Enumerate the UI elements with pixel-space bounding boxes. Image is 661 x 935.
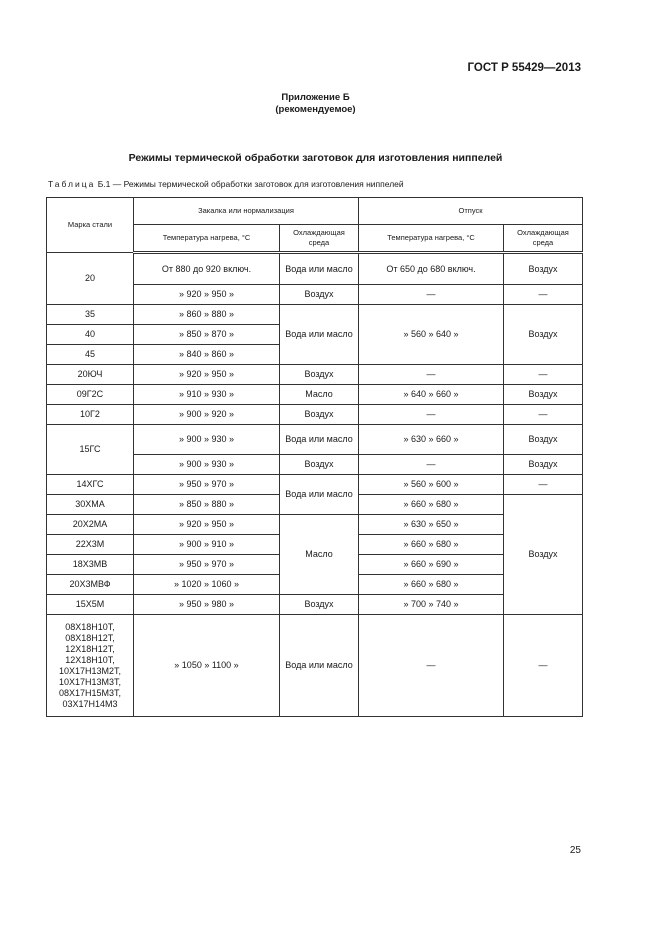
appendix-subtitle: (рекомендуемое): [275, 104, 356, 115]
temper-temp-cell: » 560 » 600 »: [359, 475, 504, 495]
quench-temp-cell: » 850 » 870 »: [134, 325, 280, 345]
temper-medium-cell: Воздух: [504, 425, 583, 455]
table-row: [47, 385, 583, 405]
temper-medium-cell: —: [504, 475, 583, 495]
quench-medium-cell: Вода или масло: [280, 615, 359, 717]
quench-medium-cell: Масло: [280, 385, 359, 405]
quench-medium-cell: Вода или масло: [280, 425, 359, 455]
steel-grade-cell: 45: [47, 345, 134, 365]
table-row: [47, 405, 583, 425]
steel-grade-line: 03Х17Н14М3: [62, 698, 118, 709]
table-row: [47, 253, 583, 285]
temper-medium-cell: —: [504, 405, 583, 425]
temper-temp-cell: —: [359, 455, 504, 475]
quench-temp-cell: » 920 » 950 »: [134, 515, 280, 535]
section-title: Режимы термической обработки заготовок для изготовления ниппелей: [128, 152, 503, 164]
temper-temp-cell: —: [359, 615, 504, 717]
steel-grade-cell: 40: [47, 325, 134, 345]
steel-grade-cell: 22Х3М: [47, 535, 134, 555]
quench-medium-cell: Вода или масло: [280, 305, 359, 365]
table-caption-text: Режимы термической обработки заготовок для изготовления ниппелей: [123, 179, 404, 189]
steel-grade-cell: 18Х3МВ: [47, 555, 134, 575]
quench-medium-cell: Вода или масло: [280, 253, 359, 285]
steel-grade-line: 08Х18Н10Т,: [65, 621, 115, 632]
quench-medium-cell: Воздух: [280, 455, 359, 475]
appendix-heading: [0, 92, 631, 116]
temper-medium-cell: Воздух: [504, 495, 583, 615]
temper-medium-cell: —: [504, 285, 583, 305]
quench-temp-cell: » 920 » 950 »: [134, 365, 280, 385]
header-quench-group: Закалка или нормализация: [134, 198, 359, 225]
temper-temp-cell: » 660 » 680 »: [359, 535, 504, 555]
temper-temp-cell: » 630 » 660 »: [359, 425, 504, 455]
steel-grade-line: 08Х18Н12Т,: [65, 632, 115, 643]
steel-grade-cell: 20: [47, 253, 134, 305]
quench-medium-cell: Воздух: [280, 365, 359, 385]
quench-temp-cell: От 880 до 920 включ.: [134, 253, 280, 285]
quench-temp-cell: » 840 » 860 »: [134, 345, 280, 365]
temper-medium-cell: Воздух: [504, 253, 583, 285]
steel-grade-cell: 14ХГС: [47, 475, 134, 495]
quench-medium-cell: Масло: [280, 515, 359, 595]
steel-grade-cell: 20ЮЧ: [47, 365, 134, 385]
steel-grade-cell: 10Г2: [47, 405, 134, 425]
steel-grade-line: 10Х17Н13М2Т,: [58, 665, 122, 676]
temper-medium-cell: —: [504, 365, 583, 385]
steel-grade-cell: 09Г2С: [47, 385, 134, 405]
quench-temp-cell: » 1020 » 1060 »: [134, 575, 280, 595]
temper-temp-cell: » 660 » 680 »: [359, 495, 504, 515]
header-temper-temp: Температура нагрева, °С: [359, 225, 504, 253]
document-code: ГОСТ Р 55429—2013: [467, 62, 581, 74]
header-steel-grade: Марка стали: [47, 198, 134, 253]
table-row: [47, 425, 583, 455]
steel-grade-cell: 15Х5М: [47, 595, 134, 615]
temper-temp-cell: От 650 до 680 включ.: [359, 253, 504, 285]
steel-grade-cell: 20Х3МВФ: [47, 575, 134, 595]
temper-temp-cell: » 660 » 680 »: [359, 575, 504, 595]
table-row: [47, 595, 583, 615]
quench-temp-cell: » 900 » 920 »: [134, 405, 280, 425]
quench-temp-cell: » 950 » 970 »: [134, 475, 280, 495]
quench-temp-cell: » 920 » 950 »: [134, 285, 280, 305]
steel-grade-line: 10Х17Н13М3Т,: [58, 676, 122, 687]
quench-temp-cell: » 900 » 910 »: [134, 535, 280, 555]
temper-medium-cell: Воздух: [504, 455, 583, 475]
table-row: [47, 615, 583, 717]
temper-temp-cell: » 630 » 650 »: [359, 515, 504, 535]
temper-temp-cell: » 560 » 640 »: [359, 305, 504, 365]
quench-temp-cell: » 950 » 970 »: [134, 555, 280, 575]
table-row: [47, 305, 583, 325]
header-quench-medium: Охлаждающая среда: [280, 225, 359, 253]
temper-temp-cell: —: [359, 365, 504, 385]
steel-grade-cell: 35: [47, 305, 134, 325]
table-caption-number: Б.1 —: [95, 179, 124, 189]
quench-temp-cell: » 900 » 930 »: [134, 455, 280, 475]
page-number: 25: [569, 845, 581, 856]
steel-grade-line: 12Х18Н10Т,: [65, 654, 115, 665]
steel-grade-line: 08Х17Н15М3Т,: [58, 687, 122, 698]
temper-temp-cell: » 640 » 660 »: [359, 385, 504, 405]
temper-temp-cell: —: [359, 285, 504, 305]
quench-temp-cell: » 860 » 880 »: [134, 305, 280, 325]
steel-grade-cell: 20Х2МА: [47, 515, 134, 535]
header-quench-temp: Температура нагрева, °С: [134, 225, 280, 253]
quench-temp-cell: » 850 » 880 »: [134, 495, 280, 515]
quench-medium-cell: Воздух: [280, 595, 359, 615]
steel-grade-list-cell: [47, 615, 134, 717]
temper-medium-cell: —: [504, 615, 583, 717]
table-caption: [48, 179, 404, 189]
quench-medium-cell: Вода или масло: [280, 475, 359, 515]
quench-medium-cell: Воздух: [280, 405, 359, 425]
steel-grade-cell: 15ГС: [47, 425, 134, 475]
heat-treatment-table: [46, 197, 583, 717]
steel-grade-line: 12Х18Н12Т,: [65, 643, 115, 654]
steel-grade-cell: 30ХМА: [47, 495, 134, 515]
temper-temp-cell: » 660 » 690 »: [359, 555, 504, 575]
table-row: [47, 515, 583, 535]
appendix-title: Приложение Б: [281, 92, 350, 103]
temper-temp-cell: —: [359, 405, 504, 425]
temper-medium-cell: Воздух: [504, 305, 583, 365]
table-row: [47, 475, 583, 495]
temper-medium-cell: Воздух: [504, 385, 583, 405]
table-row: [47, 365, 583, 385]
table-caption-label: Таблица: [48, 179, 96, 189]
quench-temp-cell: » 1050 » 1100 »: [134, 615, 280, 717]
quench-temp-cell: » 900 » 930 »: [134, 425, 280, 455]
quench-medium-cell: Воздух: [280, 285, 359, 305]
quench-temp-cell: » 910 » 930 »: [134, 385, 280, 405]
header-temper-group: Отпуск: [359, 198, 583, 225]
quench-temp-cell: » 950 » 980 »: [134, 595, 280, 615]
header-temper-medium: Охлаждающая среда: [504, 225, 583, 253]
temper-temp-cell: » 700 » 740 »: [359, 595, 504, 615]
